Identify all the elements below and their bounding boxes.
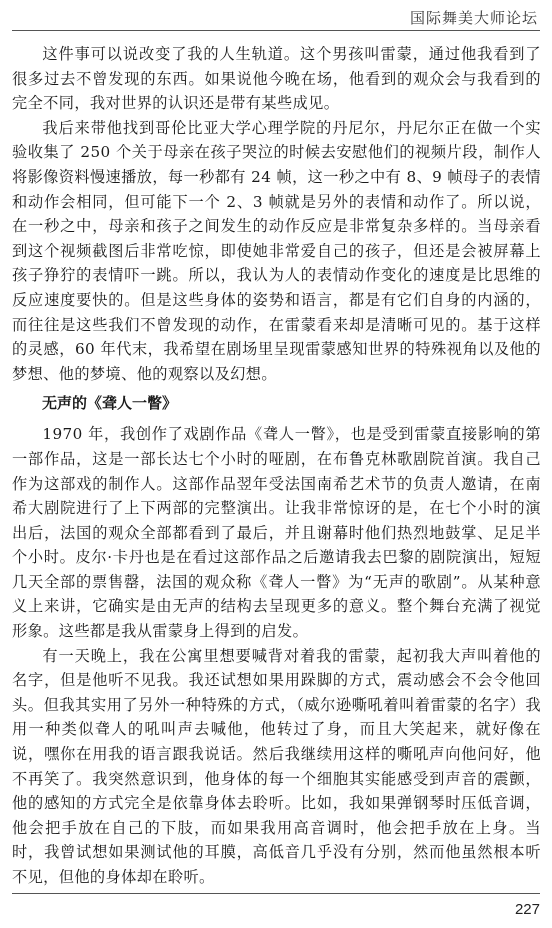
paragraph: 有一天晚上，我在公寓里想要喊背对着我的雷蒙，起初我大声叫着他的名字，但是他听不见我。我还试想如果用跺脚的方式，震动感会不会令他回头。但我其实用了另外一种特殊的方式，（威尔逊嘶吼着叫着雷蒙的名字）我用一种类似聋人的吼叫声去喊他，他转过了身，而且大笑起来，就好像在说，嘿你在用我的语言跟我说话。然后我继续用这样的嘶吼声向他问好，他不再笑了。我突然意识到，他身体的每一个细胞其实能感受到声音的震颤，他的感知的方式完全是依靠身体去聆听。比如，我如果弹钢琴时压低音调，他会把手放在自己的下肢，而如果我用高音调时，他会把手放在上身。当时，我曾试想如果测试他的耳膜，高低音几乎没有分别，然而他虽然根本听不见，但他的身体却在聆听。 — [12, 646, 541, 886]
paragraph: 这件事可以说改变了我的人生轨道。这个男孩叫雷蒙，通过他我看到了很多过去不曾发现的东西。如果说他今晚在场，他看到的观众会与我看到的完全不同，我对世界的认识还是带有某些成见。 — [12, 45, 541, 113]
page-number: 227 — [514, 901, 540, 918]
paragraph: 1970 年，我创作了戏剧作品《聋人一瞥》，也是受到雷蒙直接影响的第一部作品，这是一部长达七个小时的哑剧，在布鲁克林歌剧院首演。我自己作为这部戏的制作人。这部作品翌年受法国南希艺术节的负责人邀请，在南希大剧院进行了上下两部的完整演出。让我非常惊讶的是，在七个小时的演出后，法国的观众全部都看到了最后，并且谢幕时他们热烈地鼓掌、足足半个小时。皮尔·卡丹也是在看过这部作品之后邀请我去巴黎的剧院演出，短短几天全部的票售罄，法国的观众称《聋人一瞥》为“无声的歌剧”。从某种意义上来讲，它确实是由无声的结构去呈现更多的意义。整个舞台充满了视觉形象。这些都是我从雷蒙身上得到的启发。 — [12, 425, 541, 641]
running-header — [0, 0, 552, 32]
header-rule — [12, 30, 540, 31]
page-body — [12, 42, 541, 890]
book-title: 国际舞美大师论坛 — [409, 9, 538, 27]
section-heading: 无声的《聋人一瞥》 — [42, 394, 178, 413]
paragraph: 我后来带他找到哥伦比亚大学心理学院的丹尼尔，丹尼尔正在做一个实验收集了 250 个关于母亲在孩子哭泣的时候去安慰他们的视频片段，制作人将影像资料慢速播放，每一秒都有 24 帧，这一秒之中有 8、9 帧母子的表情和动作会相同，但可能下一个 2、3 帧就是另外的表情和动作了。所以说，在一秒之中，母亲和孩子之间发生的动作反应是非常复杂多样的。当母亲看到这个视频截图后非常吃惊，即使她非常爱自己的孩子，但还是会被屏幕上孩子狰狞的表情吓一跳。所以，我认为人的表情动作变化的速度是比思维的反应速度要快的。但是这些身体的姿势和语言，都是有它们自身的内涵的，而往往是这些我们不曾发现的动作，在雷蒙看来却是清晰可见的。基于这样的灵感，60 年代末，我希望在剧场里呈现雷蒙感知世界的特殊视角以及他的梦想、他的梦境、他的观察以及幻想。 — [12, 118, 541, 383]
footer-rule — [12, 893, 540, 894]
